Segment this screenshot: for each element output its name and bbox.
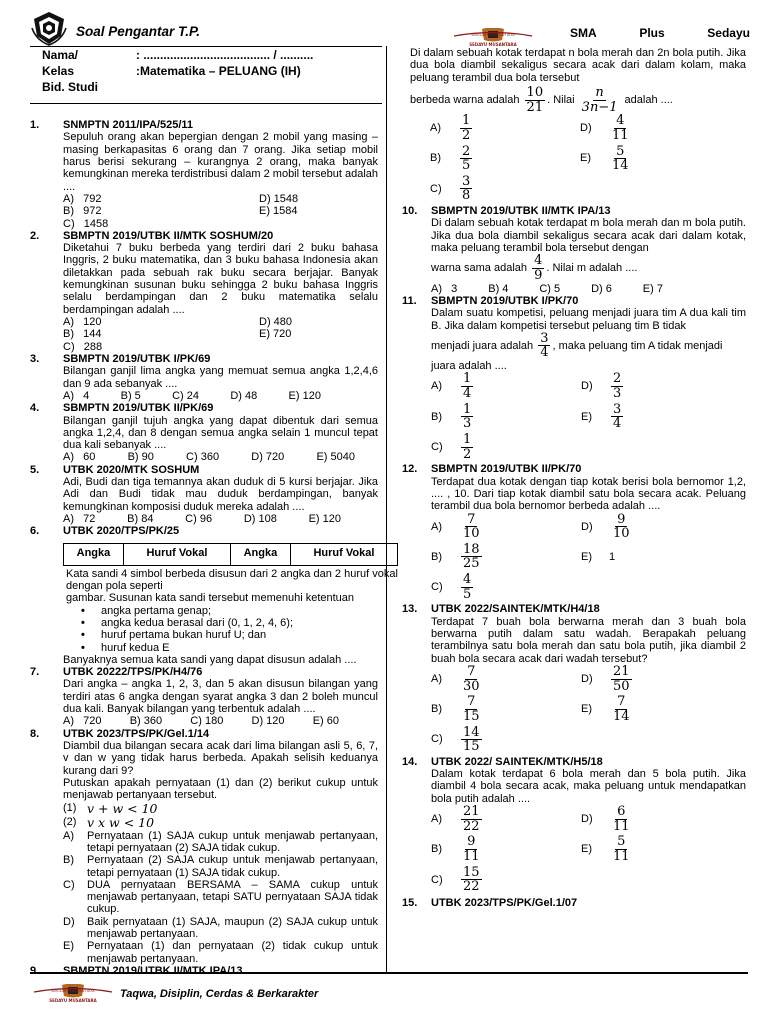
answer-options [431,372,746,461]
question-number: 10. [402,205,418,218]
question-source: UTBK 2022/ SAINTEK/MTK/H5/18 [431,755,603,768]
option-c: C) 96 [185,513,213,525]
question-text: Dalam suatu kompetisi, peluang menjadi juara tim A dua kali tim B. Jika dalam kompetisi tersebut peluang tim B tidak [431,307,746,332]
list-item: • angka kedua berasal dari (0, 1, 2, 4, 6); [81,616,294,629]
option-d: D) $\frac{2}{3}$ [581,371,622,402]
fraction: $\frac{10}{21}$ [526,84,544,115]
answer-options [63,193,378,230]
option-d: D) 720 [251,451,285,464]
question-source: UTBK 2023/TPS/PK/Gel.1/07 [431,896,578,909]
question-text: Bilangan ganjil lima angka yang memuat semua angka 1,2,4,6 dan 9 ada sebanyak .... [63,365,378,390]
option-a: A) 60 [63,451,96,464]
question-text: Bilangan ganjil tujuh angka yang dapat dibentuk dari semua angka 1,2,4, dan 8 dengan semua angka selain 1 muncul tepat dua kali sebanyak .... [63,414,378,452]
left-column [30,119,398,977]
answer-options [63,451,355,463]
option-b: B) 5 [120,389,141,402]
logo-lower-text: SEDAYU MUSANTARA [49,998,97,1003]
question-text: Kata sandi 4 simbol berbeda disusun dari 2 angka dan 2 huruf vokal dengan pola seperti [66,567,398,592]
column-divider [386,46,387,972]
option-e: E) 1 [581,550,616,563]
question-9-body [402,47,746,203]
school-motto: Taqwa, Disiplin, Cerdas & Berkarakter [120,988,319,1000]
question-3 [30,353,378,402]
table-cell: Huruf Vokal [123,543,230,565]
question-12 [402,463,746,601]
nama-field: : ...................................... / .......... [136,48,314,62]
table-cell: Huruf Vokal [290,543,397,565]
question-text: , maka peluang tim A tidak menjadi [552,339,723,352]
question-source: UTBK 2023/TPS/PK/Gel.1/14 [63,727,210,740]
table-cell: Angka [64,543,124,565]
question-6 [30,525,398,666]
option-d: D) $\frac{21}{50}$ [581,663,630,694]
option-e: E) $\frac{7}{14}$ [581,694,630,724]
answer-options [63,715,339,727]
question-number: 7. [30,666,40,679]
list-item: • huruf kedua E [81,641,170,654]
right-column [402,47,746,909]
option-a: A) 72 [63,513,96,525]
divider [30,46,382,47]
option-b: B) 144 [63,328,102,341]
option-a: A) 720 [63,715,102,728]
divider [30,103,382,104]
question-number: 9. [30,965,40,977]
question-text: Terdapat dua kotak dengan tiap kotak berisi bola bernomor 1,2, .... , 10. Dari tiap kotak diambil satu bola secara acak. Peluang terambil dua bola bernomor berbeda adalah .... [431,475,746,513]
question-source: UTBK 2020/TPS/PK/25 [63,525,180,538]
option-e: E) 7 [642,282,663,295]
option-d: D) 480 [259,316,293,328]
document-title: Soal Pengantar T.P. [76,24,201,39]
question-source: SBMPTN 2019/UTBK I/PK/69 [63,352,211,365]
option-a: A) $\frac{1}{2}$ [430,113,471,143]
question-number: 4. [30,402,40,415]
statement-2: (2) v x w < 10 [63,814,155,830]
option-b: B) $\frac{9}{11}$ [431,834,480,864]
question-text: Sepuluh orang akan bepergian dengan 2 mobil yang masing – masing berkapasitas 6 orang dan 7 orang. Jika setiap mobil harus berisi sekurang – kurangnya 2 orang, maka banyak kemungkinan mereka terdistribusi dalam 2 mobil tersebut adalah .... [63,131,378,193]
question-number: 14. [402,755,418,768]
question-text: juara adalah .... [431,360,507,373]
answer-options [63,830,378,965]
question-source: SBMPTN 2019/UTBK II/MTK SOSHUM/20 [63,229,274,242]
school-word: Plus [639,26,665,40]
school-logo-icon [32,984,114,1004]
option-b: B) 972 [63,205,102,218]
question-text: menjadi juara adalah [431,339,534,352]
option-d: D) 108 [243,513,277,525]
option-c: C) $\frac{14}{15}$ [431,724,480,755]
list-item: • huruf pertama bukan huruf U; dan [81,629,267,642]
question-number: 3. [30,352,40,365]
fraction: $\frac{4}{9}$ [534,253,543,283]
fraction: $\frac{n}{3n-1}$ [581,84,618,115]
option-e: E) Pernyataan (1) dan pernyataan (2) tidak cukup untuk menjawab pertanyaan. [63,940,378,965]
option-a: A) 4 [63,389,90,402]
question-text: warna sama adalah [431,262,528,275]
question-text: Diambil dua bilangan secara acak dari lima bilangan asli 5, 6, 7, v dan w yang tidak harus berbeda. Apakah selisih keduanya kurang dari 9? [63,740,378,777]
option-b: B) $\frac{1}{3}$ [431,401,472,432]
option-a: A) $\frac{7}{10}$ [431,511,480,542]
option-d: D) 6 [591,282,612,295]
logo-upper-text: SEKOLAH MENENGAH ATAS [51,989,95,993]
question-5 [30,464,378,526]
school-word: Sedayu [707,26,750,40]
option-b: B) $\frac{7}{15}$ [431,694,480,724]
divider [30,972,748,974]
rules-list [63,605,398,654]
question-prompt: Banyaknya semua kata sandi yang dapat disusun adalah .... [63,653,357,666]
kelas-label: Kelas [42,64,75,78]
option-c: C) 1458 [63,217,109,230]
question-number: 8. [30,727,40,740]
option-d: D) 1548 [259,192,299,205]
option-c: C) $\frac{1}{2}$ [431,432,472,462]
option-d: D) Baik pernyataan (1) SAJA, maupun (2) SAJA cukup untuk menjawab pertanyaan. [63,915,378,941]
option-b: B) 84 [127,513,154,525]
option-b: B) 4 [488,282,509,295]
option-a: A) $\frac{7}{30}$ [431,663,480,694]
question-13 [402,603,746,753]
password-pattern-table [63,543,398,566]
question-text: Dari angka – angka 1, 2, 3, dan 5 akan disusun bilangan yang terdiri atas 6 angka dengan syarat angka 3 dan 2 boleh muncul dua kali. Banyak bilangan yang terbentuk adalah .... [63,678,378,716]
question-10 [402,205,746,295]
question-number: 15. [402,896,418,909]
question-text: . Nilai m adalah .... [546,262,638,275]
question-text: Di dalam sebuah kotak terdapat m bola merah dan m bola putih. Jika dua bola diambil sekaligus secara acak dari dalam kotak, maka peluang terambil bola tersebut dengan [431,217,746,254]
option-e: E) 120 [308,513,341,525]
option-a: A) Pernyataan (1) SAJA cukup untuk menjawab pertanyaan, tetapi pernyataan (2) SAJA tidak cukup. [63,829,378,854]
option-c: C) 5 [539,282,561,295]
school-logo-icon [452,28,534,48]
question-number: 2. [30,229,40,242]
option-c: C) $\frac{15}{22}$ [431,864,480,895]
option-e: E) $\frac{5}{14}$ [580,143,629,174]
option-c: C) $\frac{4}{5}$ [431,572,472,602]
option-d: D) $\frac{9}{10}$ [581,511,630,542]
kelas-value: :Matematika – PELUANG (IH) [136,64,301,78]
school-name [570,27,750,40]
question-number: 1. [30,119,40,131]
option-a: A) 792 [63,192,102,205]
option-d: D) $\frac{4}{11}$ [580,113,629,143]
question-7 [30,666,378,728]
option-a: A) $\frac{21}{22}$ [431,804,480,834]
school-emblem-icon [30,10,68,46]
question-text: adalah .... [624,93,673,106]
option-b: B) 90 [127,451,154,464]
question-source: SBMPTN 2019/UTBK II/MTK IPA/13 [431,205,611,218]
question-2 [30,230,378,353]
question-text: . Nilai [547,93,575,106]
bidstudi-label: Bid. Studi [42,80,98,94]
question-source: SBMPTN 2019/UTBK II/MTK IPA/13 [63,965,243,977]
question-14 [402,756,746,894]
question-text: Putuskan apakah pernyataan (1) dan (2) berikut cukup untuk menjawab pertanyaan tersebut. [63,776,378,802]
question-source: UTBK 2022/SAINTEK/MTK/H4/18 [431,603,600,616]
answer-options [63,513,341,525]
option-e: E) $\frac{5}{11}$ [581,834,630,864]
page-footer [30,980,748,1020]
question-text: Dalam kotak terdapat 6 bola merah dan 5 bola putih. Jika diambil 4 bola secara acak, maka peluang untuk mendapatkan bola putih adalah .... [431,768,746,805]
question-1 [30,119,378,230]
answer-options [63,316,378,353]
option-e: E) 60 [312,715,339,728]
option-b: B) $\frac{18}{25}$ [431,541,480,572]
question-number: 11. [402,294,417,307]
question-text: Terdapat 7 buah bola berwarna merah dan 3 buah bola berwarna putih dalam satu wadah. Berapakah peluang terambilnya satu bola merah dan satu bola putih, jika diambil 2 buah bola secara acak dari wadah tersebut? [431,615,746,665]
answer-options [410,114,740,203]
option-c: C) 360 [186,451,220,464]
question-15-header [402,897,746,909]
answer-options [431,805,746,894]
question-source: UTBK 2020/MTK SOSHUM [63,463,200,476]
fraction: $\frac{3}{4}$ [540,330,549,361]
answer-options [63,390,321,402]
option-c: C) 288 [63,340,103,353]
option-d: D) 48 [230,389,258,402]
question-source: SBMPTN 2019/UTBK I/PK/70 [431,294,579,307]
logo-upper-text: SEKOLAH MENENGAH ATAS [471,33,515,37]
option-e: E) 720 [259,328,292,341]
page-header [30,8,750,46]
question-source: SBMPTN 2019/UTBK II/PK/69 [63,402,214,415]
option-a: A) 120 [63,316,102,328]
option-e: E) $\frac{3}{4}$ [581,401,622,432]
school-word: SMA [570,26,597,40]
question-number: 5. [30,463,40,476]
question-number: 12. [402,463,418,476]
question-source: SBMPTN 2019/UTBK II/PK/70 [431,463,582,476]
option-a: A) $\frac{1}{4}$ [431,371,472,402]
question-text: berbeda warna adalah [410,93,520,106]
option-c: C) DUA pernyataan BERSAMA – SAMA cukup untuk menjawab pertanyaan, tetapi SATU pernyataan SAJA tidak cukup. [63,878,378,916]
question-number: 6. [30,525,40,538]
option-b: B) Pernyataan (2) SAJA cukup untuk menjawab pertanyaan, tetapi pernyataan (1) SAJA tidak cukup. [63,854,378,879]
answer-options [431,665,746,754]
question-number: 13. [402,603,418,616]
table-cell: Angka [230,543,290,565]
identity-block [42,49,387,97]
option-e: E) 1584 [259,205,298,218]
question-text: gambar. Susunan kata sandi tersebut memenuhi ketentuan [66,592,355,605]
option-c: C) 24 [172,389,200,402]
option-a: A) 3 [431,282,458,295]
question-source: SNMPTN 2011/IPA/525/11 [63,119,194,131]
option-c: C) 180 [190,715,224,728]
option-e: E) 120 [288,389,321,402]
list-item: • angka pertama genap; [81,604,212,617]
question-source: UTBK 20222/TPS/PK/H4/76 [63,666,203,679]
option-b: B) $\frac{2}{5}$ [430,143,471,174]
question-text: Adi, Budi dan tiga temannya akan duduk di 5 kursi berjajar. Jika Adi dan Budi tidak mau duduk berdampingan, banyak kemungkinan komposisi duduk mereka adalah .... [63,476,378,513]
question-text: Di dalam sebuah kotak terdapat n bola merah dan 2n bola putih. Jika dua bola diambil sekaligus secara acak dari dalam kolam, maka peluang terambil dua bola tersebut [410,47,746,84]
question-11 [402,295,746,461]
logo-lower-text: SEDAYU MUSANTARA [469,42,517,47]
option-c: C) $\frac{3}{8}$ [430,173,471,204]
option-e: E) 5040 [316,451,355,464]
option-d: D) 120 [251,715,285,728]
answer-options [431,513,746,602]
question-8 [30,728,378,965]
question-text: Diketahui 7 buku berbeda yang terdiri dari 2 buku bahasa Inggris, 2 buku matematika, dan 3 buku bahasa Indonesia akan diletakkan pada sebuah rak buku secara berjajar. Banyak kemungkinan susunan buku sehingga 2 buku bahasa Inggris selalu berdampingan dan 2 buku matematika selalu berdampingan adalah .... [63,242,378,316]
nama-label: Nama/ [42,48,79,62]
question-4 [30,402,378,464]
option-d: D) $\frac{6}{11}$ [581,804,630,834]
statement-1: (1) v + w < 10 [63,800,158,816]
answer-options [431,283,663,295]
option-b: B) 360 [129,715,163,728]
